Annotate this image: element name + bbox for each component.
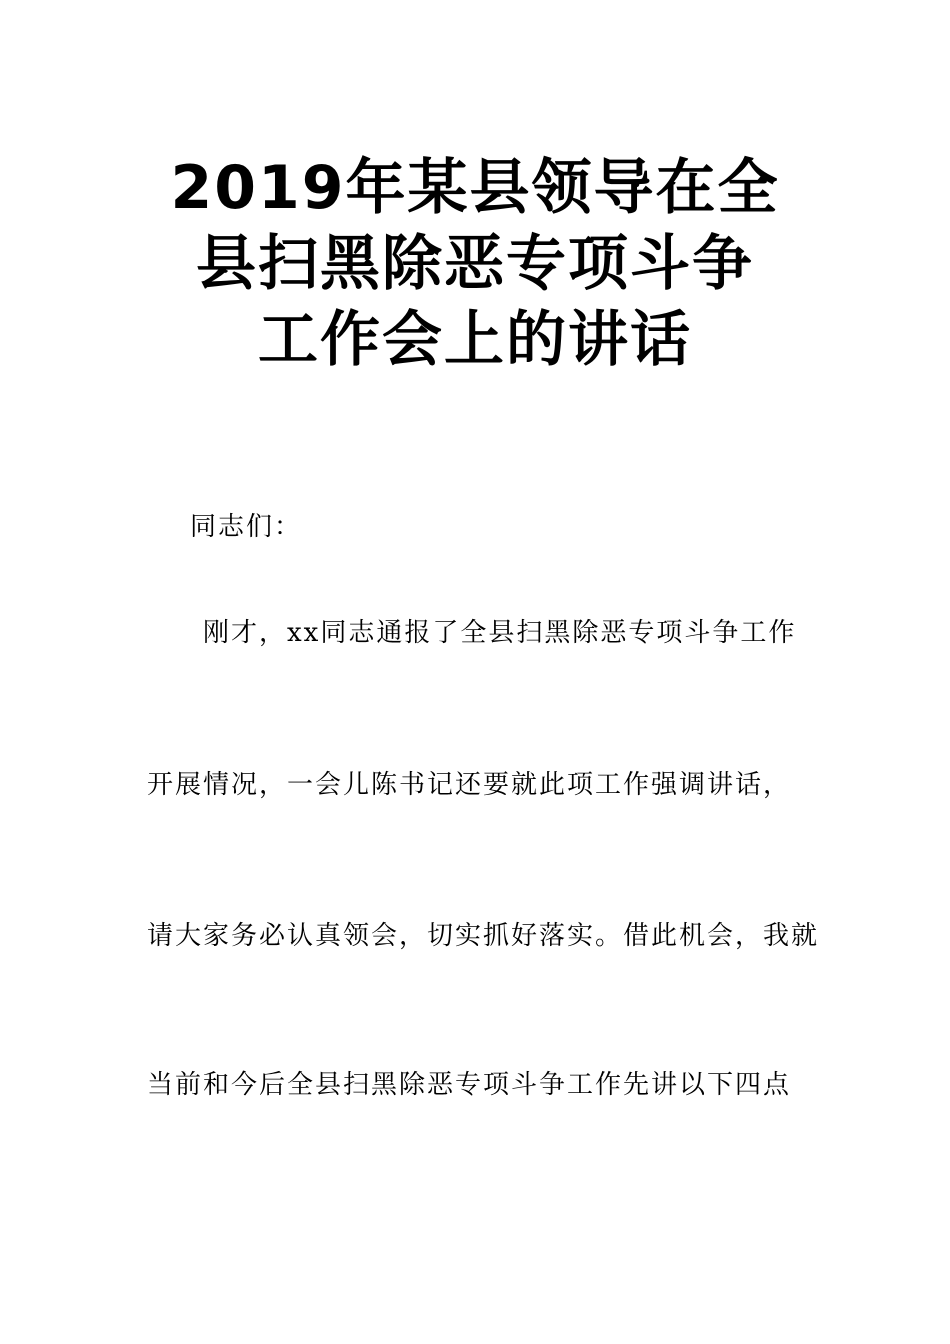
title-line-3: 工作会上的讲话 [258,305,692,375]
body-line-4: 当前和今后全县扫黑除恶专项斗争工作先讲以下四点 [147,1070,792,1100]
body-line-1: 刚才，xx同志通报了全县扫黑除恶专项斗争工作 [203,618,797,648]
title-line-1: 2019年某县领导在全 [170,153,780,223]
body-line-3: 请大家务必认真领会，切实抓好落实。借此机会，我就 [147,921,820,951]
document-title [140,150,810,378]
salutation: 同志们： [190,512,303,542]
body-line-2: 开展情况，一会儿陈书记还要就此项工作强调讲话， [147,770,792,800]
title-line-2: 县扫黑除恶专项斗争 [196,229,754,299]
